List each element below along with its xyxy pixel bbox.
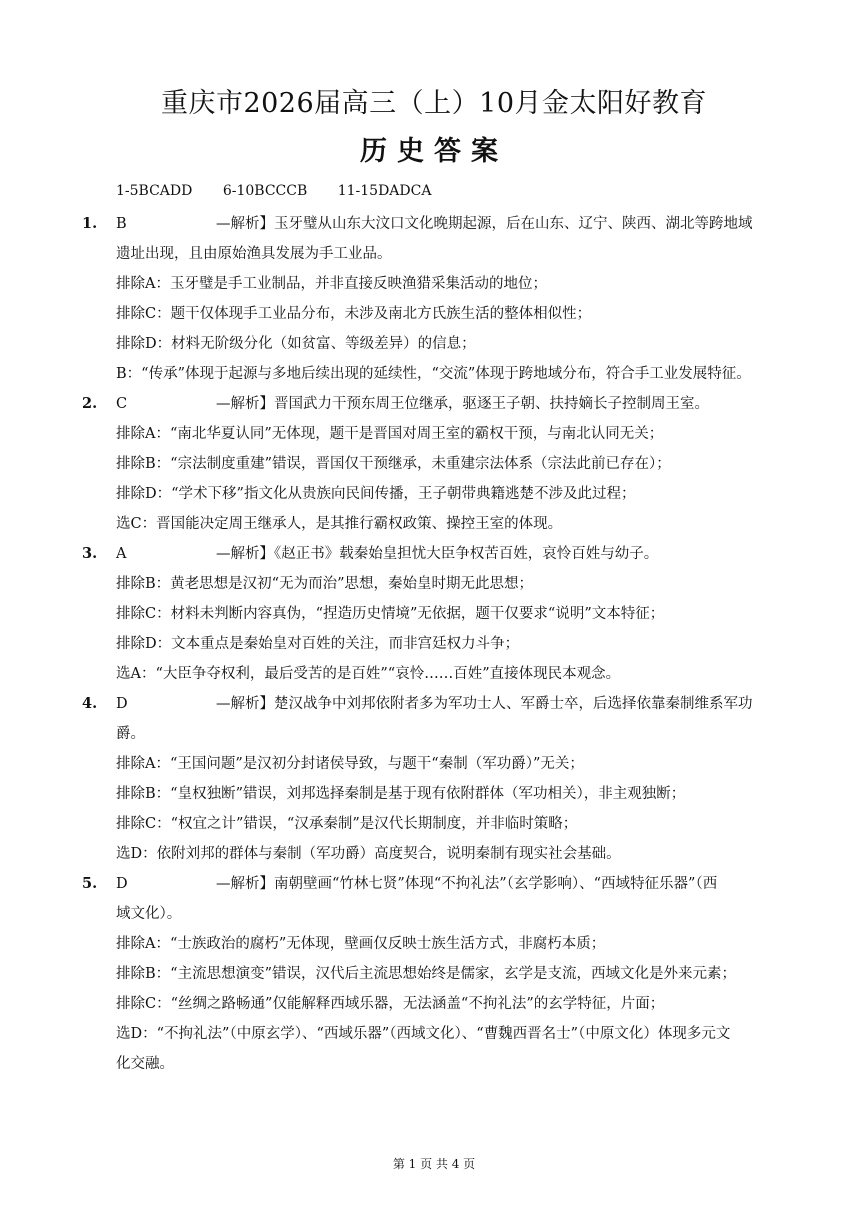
analysis-text: —解析】南朝壁画“竹林七贤”体现“不拘礼法”（玄学影响）、“西域特征乐器”（西 [216,876,718,892]
analysis-line: 选A：“大臣争夺权利，最后受苦的是百姓”“哀怜……百姓”直接体现民本观念。 [116,666,621,682]
analysis-line: 排除B：“主流思想演变”错误，汉代后主流思想始终是儒家，玄学是支流，西域文化是外来元素； [116,966,736,982]
question-number: 5. [82,875,98,892]
analysis-line: 排除D：“学术下移”指文化从贵族向民间传播，王子朝带典籍逃楚不涉及此过程； [116,486,636,502]
answer-key-group: 1-5BCADD [116,183,193,199]
analysis-line: 排除B：“宗法制度重建”错误，晋国仅干预继承，未重建宗法体系（宗法此前已存在）； [116,456,671,472]
analysis-line: 域文化）。 [116,906,182,922]
analysis-text: —解析】楚汉战争中刘邦依附者多为军功士人、军爵士卒，后选择依靠秦制维系军功 [216,696,753,712]
analysis-line: 排除B：黄老思想是汉初“无为而治”思想，秦始皇时期无此思想； [116,576,533,592]
analysis-line: 选C：晋国能决定周王继承人，是其推行霸权政策、操控王室的体现。 [116,516,563,532]
answer-key-group: 6-10BCCCB [222,183,308,199]
answer-key-group: 11-15DADCA [337,183,432,199]
analysis-line: 排除A：“士族政治的腐朽”无体现，壁画仅反映士族生活方式，非腐朽本质； [116,936,606,952]
answer-key [116,181,457,201]
analysis-line: 排除C：“丝绸之路畅通”仅能解释西域乐器，无法涵盖“不拘礼法”的玄学特征，片面； [116,996,665,1012]
analysis-line: 排除A：“王国问题”是汉初分封诸侯导致，与题干“秦制（军功爵）”无关； [116,756,584,772]
analysis-line: 排除A：“南北华夏认同”无体现，题干是晋国对周王室的霸权干预，与南北认同无关； [116,426,664,442]
analysis-line: 排除C：题干仅体现手工业品分布，未涉及南北方氏族生活的整体相似性； [116,306,592,322]
question-block [0,869,868,1079]
document-subtitle: 历史答案 [360,136,508,167]
document-title: 重庆市2026届高三（上）10月金太阳好教育 [160,88,708,119]
analysis-line: 选D：“不拘礼法”（中原玄学）、“西域乐器”（西域文化）、“曹魏西晋名士”（中原文化）体现多元文 [116,1026,731,1042]
question-number: 3. [82,545,98,562]
page-number: 第 1 页 共 4 页 [392,1157,476,1171]
question-number: 4. [82,695,98,712]
analysis-line: 选D：依附刘邦的群体与秦制（军功爵）高度契合，说明秦制有现实社会基础。 [116,846,621,862]
analysis-text: —解析】《赵正书》载秦始皇担忧大臣争权苦百姓，哀怜百姓与幼子。 [216,546,659,562]
question-number: 2. [82,395,98,412]
analysis-text: —解析】晋国武力干预东周王位继承，驱逐王子朝、扶持嫡长子控制周王室。 [216,396,709,412]
question-answer: D [116,696,128,712]
analysis-line: 排除A：玉牙璧是手工业制品，并非直接反映渔猎采集活动的地位； [116,276,547,292]
analysis-line: 排除C：材料未判断内容真伪，“捏造历史情境”无依据，题干仅要求“说明”文本特征； [116,606,665,622]
question-answer: A [116,546,127,562]
analysis-line: 化交融。 [116,1056,174,1072]
question-block [0,539,868,689]
question-answer: C [116,396,128,412]
analysis-line: 遗址出现，且由原始渔具发展为手工业品。 [116,246,392,262]
question-block [0,209,868,389]
questions-list [0,209,868,1079]
question-header [0,539,868,569]
question-answer: D [116,876,128,892]
analysis-line: 爵。 [116,726,145,742]
question-header [0,389,868,419]
analysis-text: —解析】玉牙璧从山东大汶口文化晚期起源，后在山东、辽宁、陕西、湖北等跨地域 [216,216,753,232]
analysis-line: 排除B：“皇权独断”错误，刘邦选择秦制是基于现有依附群体（军功相关），非主观独断； [116,786,686,802]
question-block [0,389,868,539]
analysis-line: 排除C：“权宜之计”错误，“汉承秦制”是汉代长期制度，并非临时策略； [116,816,578,832]
analysis-line: B：“传承”体现于起源与多地后续出现的延续性，“交流”体现于跨地域分布，符合手工业发展特征。 [116,366,751,382]
question-header [0,689,868,719]
analysis-line: 排除D：材料无阶级分化（如贫富、等级差异）的信息； [116,336,476,352]
question-header [0,209,868,239]
question-block [0,689,868,869]
question-number: 1. [82,215,98,232]
question-header [0,869,868,899]
question-answer: B [116,216,127,232]
analysis-line: 排除D：文本重点是秦始皇对百姓的关注，而非宫廷权力斗争； [116,636,520,652]
